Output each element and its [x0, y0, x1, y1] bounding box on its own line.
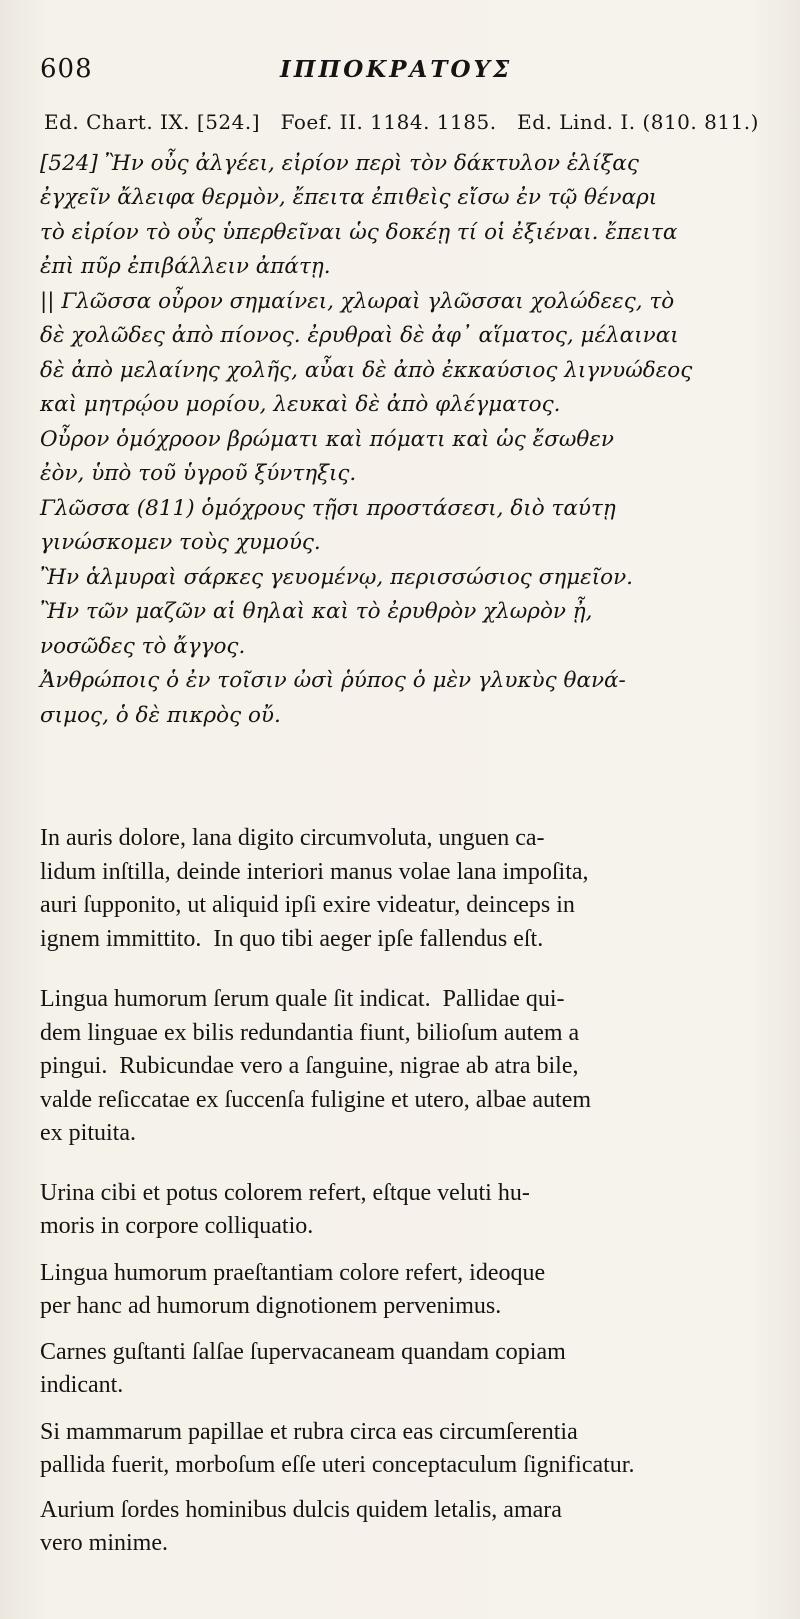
- latin-line: moris in corpore colliquatio.: [40, 1213, 314, 1239]
- greek-line: τὸ εἰρίον τὸ οὖς ὑπερθεῖναι ὡς δοκέῃ τί οἱ ἐξιέναι. ἔπειτα: [40, 220, 678, 245]
- greek-line: Ἢν τῶν μαζῶν αἱ θηλαὶ καὶ τὸ ἐρυθρὸν χλωρὸν ᾖ,: [40, 599, 593, 624]
- greek-line: ἐὸν, ὑπὸ τοῦ ὑγροῦ ξύντηξις.: [40, 461, 357, 486]
- greek-line: καὶ μητρῴου μορίου, λευκαὶ δὲ ἀπὸ φλέγματος.: [40, 392, 561, 417]
- greek-line: ἐγχεῖν ἄλειφα θερμὸν, ἔπειτα ἐπιθεὶς εἴσω ἐν τῷ θέναρι: [40, 185, 658, 210]
- greek-line: Γλῶσσα (811) ὁμόχρους τῇσι προστάσεσι, διὸ ταύτῃ: [40, 496, 616, 521]
- latin-line: Si mammarum papillae et rubra circa eas circumſerentia: [40, 1419, 578, 1445]
- greek-line: || Γλῶσσα οὖρον σημαίνει, χλωραὶ γλῶσσαι χολώδεες, τὸ: [40, 289, 675, 314]
- edition-reference-line: Ed. Chart. IX. [524.] Foef. II. 1184. 1185. Ed. Lind. I. (810. 811.): [44, 110, 759, 134]
- latin-line: valde reſiccatae ex ſuccenſa fuligine et utero, albae autem: [40, 1087, 592, 1113]
- latin-line: Aurium ſordes hominibus dulcis quidem letalis, amara: [40, 1497, 562, 1523]
- page-number: 608: [40, 54, 93, 84]
- running-title: ΙΠΠΟΚΡΑΤΟΥΣ: [280, 56, 513, 83]
- latin-line: In auris dolore, lana digito circumvoluta, unguen ca-: [40, 825, 545, 851]
- greek-line: δὲ ἀπὸ μελαίνης χολῆς, αὖαι δὲ ἀπὸ ἐκκαύσιος λιγνυώδεος: [40, 358, 693, 383]
- latin-line: Carnes guſtanti ſalſae ſupervacaneam quandam copiam: [40, 1339, 566, 1365]
- latin-line: lidum inſtilla, deinde interiori manus volae lana impoſita,: [40, 859, 589, 885]
- greek-line: νοσῶδες τὸ ἄγγος.: [40, 634, 246, 659]
- latin-line: indicant.: [40, 1372, 124, 1398]
- greek-line: Ἢν ἁλμυραὶ σάρκες γευομένῳ, περισσώσιος σημεῖον.: [40, 565, 633, 590]
- greek-line: Ἀνθρώποις ὁ ἐν τοῖσιν ὠσὶ ῥύπος ὁ μὲν γλυκὺς θανά-: [40, 668, 626, 693]
- latin-line: vero minime.: [40, 1530, 168, 1556]
- latin-line: auri ſupponito, ut aliquid ipſi exire videatur, deinceps in: [40, 892, 575, 918]
- latin-line: pallida fuerit, morboſum eſſe uteri conceptaculum ſignificatur.: [40, 1452, 635, 1478]
- latin-line: Urina cibi et potus colorem refert, eſtque veluti hu-: [40, 1180, 530, 1206]
- latin-line: pingui. Rubicundae vero a ſanguine, nigrae ab atra bile,: [40, 1053, 579, 1079]
- latin-line: per hanc ad humorum dignotionem pervenimus.: [40, 1293, 502, 1319]
- greek-line: Οὖρον ὁμόχροον βρώματι καὶ πόματι καὶ ὡς ἔσωθεν: [40, 427, 614, 452]
- greek-line: ἐπὶ πῦρ ἐπιβάλλειν ἀπάτῃ.: [40, 254, 331, 279]
- latin-line: Lingua humorum ſerum quale ſit indicat. Pallidae qui-: [40, 986, 565, 1012]
- greek-line: δὲ χολῶδες ἀπὸ πίονος. ἐρυθραὶ δὲ ἀφ᾽ αἵματος, μέλαιναι: [40, 323, 679, 348]
- latin-line: ex pituita.: [40, 1120, 136, 1146]
- latin-line: dem linguae ex bilis redundantia fiunt, bilioſum autem a: [40, 1020, 580, 1046]
- greek-line: [524] Ἢν οὖς ἀλγέει, εἰρίον περὶ τὸν δάκτυλον ἑλίξας: [40, 151, 639, 176]
- greek-line: σιμος, ὁ δὲ πικρὸς οὔ.: [40, 703, 281, 728]
- latin-line: ignem immittito. In quo tibi aeger ipſe fallendus eſt.: [40, 926, 544, 952]
- greek-line: γινώσκομεν τοὺς χυμούς.: [40, 530, 321, 555]
- latin-line: Lingua humorum praeſtantiam colore refert, ideoque: [40, 1260, 546, 1286]
